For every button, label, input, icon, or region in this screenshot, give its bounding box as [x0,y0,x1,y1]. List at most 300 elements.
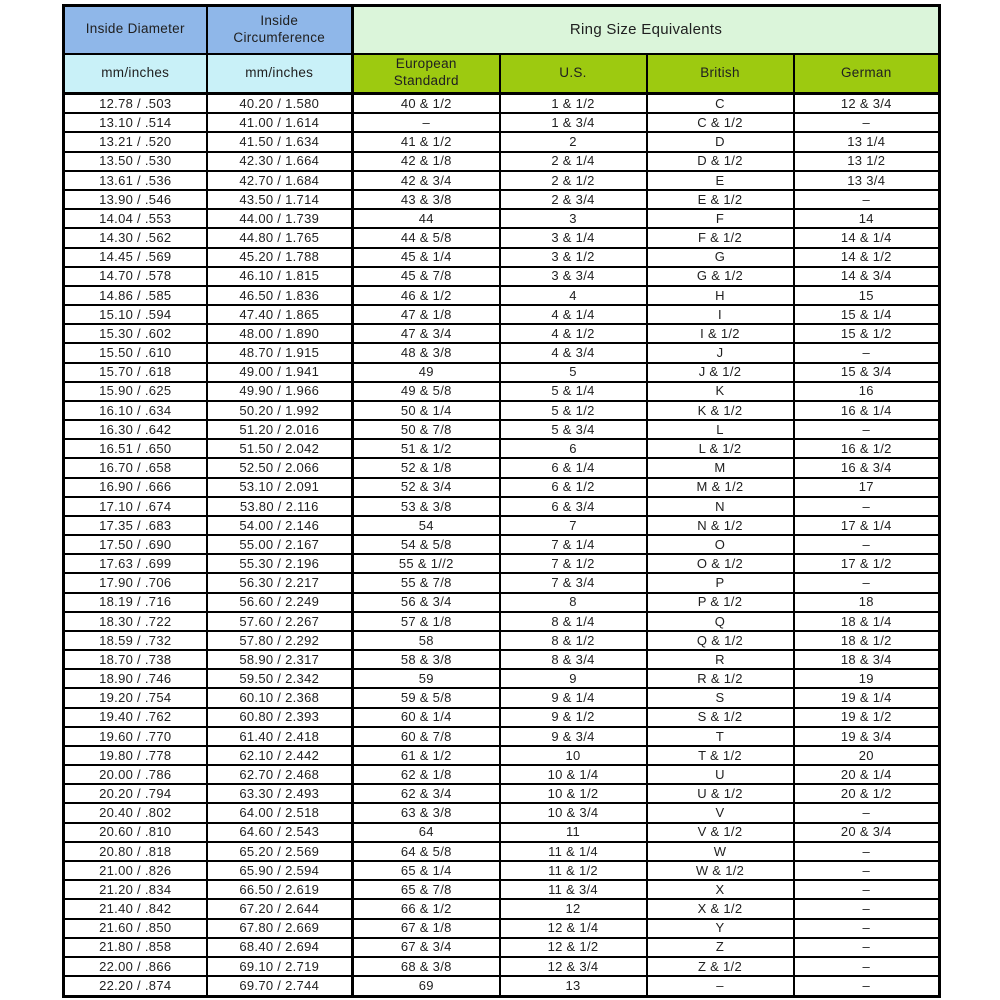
cell: 19 & 3/4 [794,727,940,746]
table-row [64,152,940,171]
cell: 17.10 / .674 [64,497,207,516]
table-row [64,880,940,899]
cell: 20.40 / .802 [64,803,207,822]
cell: 2 & 1/2 [500,171,647,190]
cell: 18.59 / .732 [64,631,207,650]
table-row [64,727,940,746]
cell: 21.20 / .834 [64,880,207,899]
cell: 56.30 / 2.217 [207,573,353,592]
cell: V & 1/2 [647,823,794,842]
cell: V [647,803,794,822]
table-row [64,420,940,439]
cell: Y [647,919,794,938]
table-row [64,363,940,382]
cell: 19.20 / .754 [64,688,207,707]
cell: 21.00 / .826 [64,861,207,880]
table-row [64,919,940,938]
header-ring-size-equivalents-label: Ring Size Equivalents [569,20,723,38]
cell: 54.00 / 2.146 [207,516,353,535]
cell: 17.90 / .706 [64,573,207,592]
table-row [64,132,940,151]
cell: 67 & 1/8 [353,919,500,938]
cell: 17 & 1/2 [794,554,940,573]
cell: 17.63 / .699 [64,554,207,573]
table-row [64,612,940,631]
cell: 64.60 / 2.543 [207,823,353,842]
cell: D [647,132,794,151]
cell: 68.40 / 2.694 [207,938,353,957]
cell: 15.70 / .618 [64,363,207,382]
cell: 5 [500,363,647,382]
cell: 58 [353,631,500,650]
cell: 48.70 / 1.915 [207,343,353,362]
cell: – [794,919,940,938]
cell: 65 & 1/4 [353,861,500,880]
cell: W [647,842,794,861]
header-inside-circumference-label: Inside Circumference [233,12,326,45]
table-row [64,516,940,535]
cell: 64 [353,823,500,842]
cell: 3 & 1/4 [500,228,647,247]
cell: L [647,420,794,439]
cell: 6 & 1/2 [500,478,647,497]
cell: 57 & 1/8 [353,612,500,631]
cell: 9 & 1/4 [500,688,647,707]
cell: I & 1/2 [647,324,794,343]
cell: 56 & 3/4 [353,593,500,612]
cell: 11 & 1/2 [500,861,647,880]
cell: 14 [794,209,940,228]
cell: 60 & 1/4 [353,708,500,727]
cell: 10 & 1/2 [500,784,647,803]
cell: 16.30 / .642 [64,420,207,439]
cell: 51.50 / 2.042 [207,439,353,458]
cell: X [647,880,794,899]
cell: 16.10 / .634 [64,401,207,420]
cell: 16 & 1/4 [794,401,940,420]
subheader-diameter-units-label: mm/inches [101,65,170,81]
cell: 44.00 / 1.739 [207,209,353,228]
cell: 69 [353,976,500,996]
cell: 14.70 / .578 [64,267,207,286]
cell: 19.60 / .770 [64,727,207,746]
cell: 44 & 5/8 [353,228,500,247]
cell: O & 1/2 [647,554,794,573]
subheader-circumference-units [207,54,353,94]
ring-size-table [62,4,941,998]
cell: 4 & 1/4 [500,305,647,324]
cell: 17 & 1/4 [794,516,940,535]
table-row [64,535,940,554]
cell: 54 [353,516,500,535]
cell: 3 & 3/4 [500,267,647,286]
cell: 14.86 / .585 [64,286,207,305]
cell: 11 & 3/4 [500,880,647,899]
cell: 50 & 7/8 [353,420,500,439]
subheader-us [500,54,647,94]
cell: 40.20 / 1.580 [207,94,353,114]
cell: 18.30 / .722 [64,612,207,631]
cell: 55.30 / 2.196 [207,554,353,573]
table-row [64,746,940,765]
cell: 59.50 / 2.342 [207,669,353,688]
cell: 52.50 / 2.066 [207,458,353,477]
cell: 66 & 1/2 [353,899,500,918]
header-inside-circumference [207,6,353,54]
table-body [64,94,940,997]
table-row [64,669,940,688]
subheader-european-standard-label: European Standadrd [393,56,459,89]
cell: 16 & 1/2 [794,439,940,458]
subheader-us-label: U.S. [559,65,587,81]
cell: 6 [500,439,647,458]
cell: I [647,305,794,324]
cell: – [794,842,940,861]
cell: N & 1/2 [647,516,794,535]
cell: 12 & 1/4 [500,919,647,938]
cell: 13.10 / .514 [64,113,207,132]
cell: 46 & 1/2 [353,286,500,305]
cell: 20.20 / .794 [64,784,207,803]
cell: 12 & 3/4 [500,957,647,976]
cell: H [647,286,794,305]
cell: 40 & 1/2 [353,94,500,114]
table-row [64,708,940,727]
cell: 49.00 / 1.941 [207,363,353,382]
cell: 52 & 1/8 [353,458,500,477]
cell: 62 & 3/4 [353,784,500,803]
cell: E & 1/2 [647,190,794,209]
cell: D & 1/2 [647,152,794,171]
cell: 44.80 / 1.765 [207,228,353,247]
cell: Z [647,938,794,957]
table-row [64,209,940,228]
cell: 10 [500,746,647,765]
cell: 2 & 3/4 [500,190,647,209]
cell: 57.80 / 2.292 [207,631,353,650]
table-row [64,554,940,573]
cell: 58 & 3/8 [353,650,500,669]
cell: 18 & 3/4 [794,650,940,669]
cell: 18.19 / .716 [64,593,207,612]
cell: – [794,976,940,996]
table-row [64,324,940,343]
cell: 15.50 / .610 [64,343,207,362]
cell: 15 & 1/2 [794,324,940,343]
cell: 16.90 / .666 [64,478,207,497]
cell: 13 [500,976,647,996]
cell: F [647,209,794,228]
subheader-german-label: German [840,65,892,81]
cell: 7 & 1/2 [500,554,647,573]
cell: 15 & 1/4 [794,305,940,324]
cell: 1 & 1/2 [500,94,647,114]
cell: 17.50 / .690 [64,535,207,554]
cell: 15.30 / .602 [64,324,207,343]
cell: – [647,976,794,996]
cell: 44 [353,209,500,228]
cell: – [794,497,940,516]
cell: K [647,382,794,401]
cell: 53.10 / 2.091 [207,478,353,497]
cell: – [794,899,940,918]
table-row [64,593,940,612]
table-row [64,439,940,458]
cell: R [647,650,794,669]
cell: U & 1/2 [647,784,794,803]
cell: 20.60 / .810 [64,823,207,842]
table-row [64,784,940,803]
table-row [64,248,940,267]
cell: Q & 1/2 [647,631,794,650]
cell: J [647,343,794,362]
header-row-titles [64,6,940,54]
cell: 15 [794,286,940,305]
cell: 43 & 3/8 [353,190,500,209]
table-row [64,267,940,286]
cell: 13 1/2 [794,152,940,171]
cell: 47 & 3/4 [353,324,500,343]
cell: T & 1/2 [647,746,794,765]
table-row [64,171,940,190]
cell: 63.30 / 2.493 [207,784,353,803]
cell: – [794,343,940,362]
table-row [64,573,940,592]
table-row [64,631,940,650]
cell: R & 1/2 [647,669,794,688]
cell: 17 [794,478,940,497]
subheader-diameter-units [64,54,207,94]
cell: 12 & 3/4 [794,94,940,114]
cell: 18 [794,593,940,612]
cell: – [794,190,940,209]
table-row [64,94,940,114]
cell: 10 & 1/4 [500,765,647,784]
cell: 14.04 / .553 [64,209,207,228]
table-row [64,190,940,209]
header-row-subtitles [64,54,940,94]
cell: 14 & 3/4 [794,267,940,286]
table-row [64,650,940,669]
cell: 13.61 / .536 [64,171,207,190]
cell: 62 & 1/8 [353,765,500,784]
cell: 14.30 / .562 [64,228,207,247]
cell: 42.30 / 1.664 [207,152,353,171]
cell: L & 1/2 [647,439,794,458]
cell: 21.80 / .858 [64,938,207,957]
cell: 45 & 1/4 [353,248,500,267]
cell: C [647,94,794,114]
cell: 13.90 / .546 [64,190,207,209]
header-ring-size-equivalents [353,6,940,54]
cell: 7 & 3/4 [500,573,647,592]
cell: 15.90 / .625 [64,382,207,401]
cell: 52 & 3/4 [353,478,500,497]
cell: 20 [794,746,940,765]
cell: 13.21 / .520 [64,132,207,151]
cell: 55.00 / 2.167 [207,535,353,554]
cell: 1 & 3/4 [500,113,647,132]
cell: 65.20 / 2.569 [207,842,353,861]
cell: 18.70 / .738 [64,650,207,669]
cell: F & 1/2 [647,228,794,247]
cell: 4 [500,286,647,305]
cell: T [647,727,794,746]
cell: 58.90 / 2.317 [207,650,353,669]
table-header [64,6,940,94]
cell: 16 [794,382,940,401]
cell: 4 & 3/4 [500,343,647,362]
cell: – [794,957,940,976]
cell: 12 [500,899,647,918]
cell: 14.45 / .569 [64,248,207,267]
cell: 51.20 / 2.016 [207,420,353,439]
cell: 63 & 3/8 [353,803,500,822]
cell: 57.60 / 2.267 [207,612,353,631]
cell: S [647,688,794,707]
cell: 18 & 1/2 [794,631,940,650]
cell: G & 1/2 [647,267,794,286]
cell: P [647,573,794,592]
cell: 4 & 1/2 [500,324,647,343]
cell: 13.50 / .530 [64,152,207,171]
cell: 47 & 1/8 [353,305,500,324]
cell: 19.80 / .778 [64,746,207,765]
cell: 8 & 1/4 [500,612,647,631]
cell: 19 & 1/2 [794,708,940,727]
cell: 10 & 3/4 [500,803,647,822]
cell: – [794,861,940,880]
cell: 9 [500,669,647,688]
table-row [64,478,940,497]
cell: 20.80 / .818 [64,842,207,861]
cell: 16 & 3/4 [794,458,940,477]
cell: 8 & 1/2 [500,631,647,650]
cell: 59 [353,669,500,688]
cell: S & 1/2 [647,708,794,727]
cell: 54 & 5/8 [353,535,500,554]
cell: 65 & 7/8 [353,880,500,899]
cell: 15 & 3/4 [794,363,940,382]
cell: 5 & 1/2 [500,401,647,420]
cell: 49 [353,363,500,382]
cell: 59 & 5/8 [353,688,500,707]
table-row [64,842,940,861]
table-row [64,957,940,976]
cell: 64 & 5/8 [353,842,500,861]
cell: O [647,535,794,554]
cell: 56.60 / 2.249 [207,593,353,612]
cell: 69.70 / 2.744 [207,976,353,996]
cell: 5 & 1/4 [500,382,647,401]
table-row [64,382,940,401]
cell: 67.80 / 2.669 [207,919,353,938]
cell: 67.20 / 2.644 [207,899,353,918]
cell: 42 & 3/4 [353,171,500,190]
cell: 11 [500,823,647,842]
cell: 61.40 / 2.418 [207,727,353,746]
cell: 12 & 1/2 [500,938,647,957]
cell: K & 1/2 [647,401,794,420]
header-inside-diameter [64,6,207,54]
cell: 42 & 1/8 [353,152,500,171]
cell: 55 & 7/8 [353,573,500,592]
cell: – [794,420,940,439]
cell: 61 & 1/2 [353,746,500,765]
cell: 22.20 / .874 [64,976,207,996]
table-row [64,803,940,822]
subheader-german [794,54,940,94]
cell: Z & 1/2 [647,957,794,976]
cell: 45.20 / 1.788 [207,248,353,267]
cell: 43.50 / 1.714 [207,190,353,209]
table-row [64,861,940,880]
table-row [64,765,940,784]
cell: 12.78 / .503 [64,94,207,114]
cell: 42.70 / 1.684 [207,171,353,190]
cell: – [794,573,940,592]
cell: 53.80 / 2.116 [207,497,353,516]
cell: 68 & 3/8 [353,957,500,976]
cell: 19.40 / .762 [64,708,207,727]
table-row [64,401,940,420]
cell: 19 [794,669,940,688]
cell: 60.80 / 2.393 [207,708,353,727]
cell: 41.50 / 1.634 [207,132,353,151]
table-row [64,305,940,324]
table-row [64,286,940,305]
cell: 8 [500,593,647,612]
cell: 49.90 / 1.966 [207,382,353,401]
cell: 48.00 / 1.890 [207,324,353,343]
cell: 11 & 1/4 [500,842,647,861]
cell: 22.00 / .866 [64,957,207,976]
cell: 41.00 / 1.614 [207,113,353,132]
table-row [64,113,940,132]
cell: E [647,171,794,190]
cell: 20.00 / .786 [64,765,207,784]
cell: 66.50 / 2.619 [207,880,353,899]
cell: 16.70 / .658 [64,458,207,477]
cell: P & 1/2 [647,593,794,612]
cell: 7 & 1/4 [500,535,647,554]
cell: 20 & 1/4 [794,765,940,784]
cell: U [647,765,794,784]
cell: 19 & 1/4 [794,688,940,707]
subheader-european-standard [353,54,500,94]
cell: C & 1/2 [647,113,794,132]
cell: 69.10 / 2.719 [207,957,353,976]
cell: W & 1/2 [647,861,794,880]
cell: 18.90 / .746 [64,669,207,688]
table-row [64,228,940,247]
cell: 62.70 / 2.468 [207,765,353,784]
cell: 7 [500,516,647,535]
cell: 13 3/4 [794,171,940,190]
cell: 5 & 3/4 [500,420,647,439]
cell: 21.60 / .850 [64,919,207,938]
cell: 20 & 3/4 [794,823,940,842]
table-row [64,343,940,362]
table-row [64,688,940,707]
cell: 45 & 7/8 [353,267,500,286]
cell: 47.40 / 1.865 [207,305,353,324]
cell: 48 & 3/8 [353,343,500,362]
cell: 2 & 1/4 [500,152,647,171]
cell: – [794,535,940,554]
table-row [64,899,940,918]
cell: 3 [500,209,647,228]
